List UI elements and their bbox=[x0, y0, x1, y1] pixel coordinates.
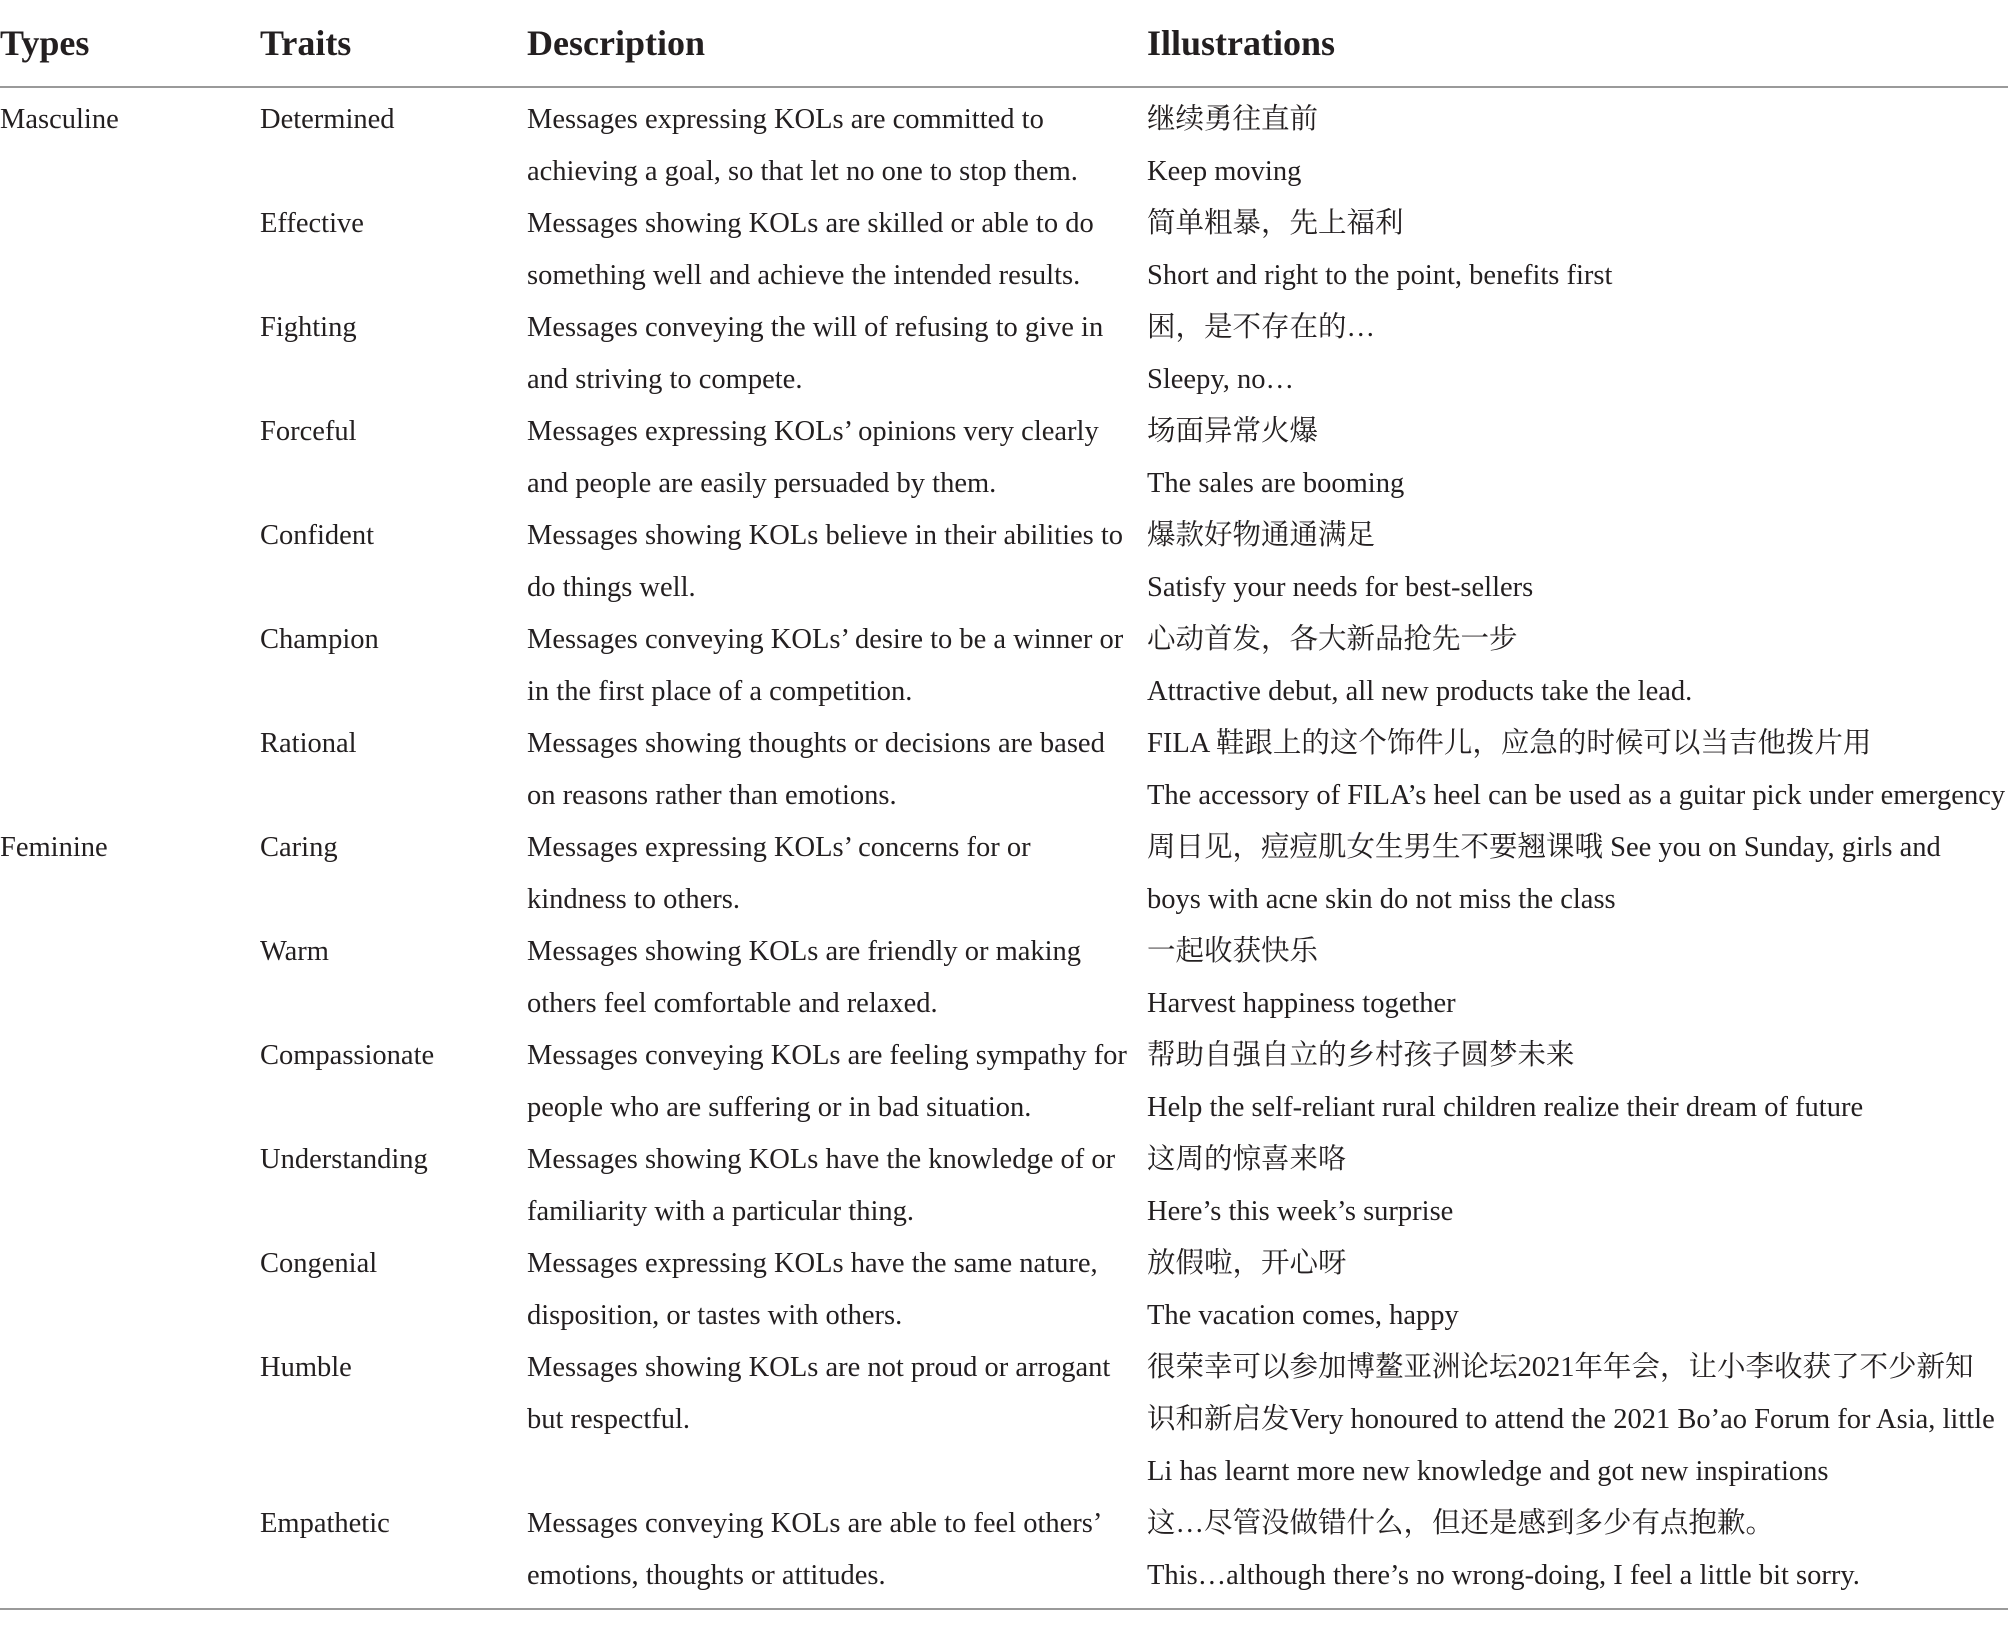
illustration-line: 这…尽管没做错什么，但还是感到多少有点抱歉。 bbox=[1147, 1508, 1775, 1539]
illustration-cell bbox=[1147, 302, 2008, 406]
description-cell bbox=[527, 718, 1147, 822]
illustration-line: This…although there’s no wrong-doing, I feel a little bit sorry. bbox=[1147, 1560, 1860, 1591]
illustration-line: boys with acne skin do not miss the class bbox=[1147, 884, 1616, 915]
description-cell bbox=[527, 1134, 1147, 1238]
illustration-cell bbox=[1147, 718, 2008, 822]
table-row bbox=[0, 1342, 2008, 1498]
description-line: something well and achieve the intended results. bbox=[527, 260, 1081, 291]
illustration-line: 周日见，痘痘肌女生男生不要翘课哦 See you on Sunday, girls and bbox=[1147, 832, 1941, 863]
description-line: Messages showing thoughts or decisions are based bbox=[527, 728, 1105, 759]
type-cell bbox=[0, 926, 260, 1030]
description-cell bbox=[527, 406, 1147, 510]
illustration-cell bbox=[1147, 87, 2008, 198]
description-line: Messages conveying KOLs are able to feel others’ bbox=[527, 1508, 1103, 1539]
column-header-description: Description bbox=[527, 0, 1147, 87]
trait-cell: Champion bbox=[260, 624, 379, 655]
description-cell bbox=[527, 510, 1147, 614]
description-cell bbox=[527, 822, 1147, 926]
description-line: but respectful. bbox=[527, 1404, 691, 1435]
trait-cell: Empathetic bbox=[260, 1498, 527, 1609]
description-line: Messages showing KOLs are not proud or arrogant bbox=[527, 1352, 1111, 1383]
illustration-line: 一起收获快乐 bbox=[1147, 936, 1319, 967]
column-header-illustrations: Illustrations bbox=[1147, 0, 2008, 87]
type-cell bbox=[0, 1238, 260, 1342]
illustration-line: Keep moving bbox=[1147, 156, 1302, 187]
table-header bbox=[0, 0, 2008, 87]
illustration-line: 心动首发，各大新品抢先一步 bbox=[1147, 624, 1518, 655]
table-row bbox=[0, 822, 2008, 926]
trait-cell: Effective bbox=[260, 208, 364, 239]
table-row bbox=[0, 1238, 2008, 1342]
illustration-line: 放假啦，开心呀 bbox=[1147, 1248, 1347, 1279]
illustration-line: Li has learnt more new knowledge and got new inspirations bbox=[1147, 1456, 1829, 1487]
description-line: emotions, thoughts or attitudes. bbox=[527, 1560, 886, 1591]
illustration-line: Here’s this week’s surprise bbox=[1147, 1196, 1454, 1227]
description-cell bbox=[527, 614, 1147, 718]
description-cell bbox=[527, 302, 1147, 406]
description-line: Messages showing KOLs believe in their abilities to bbox=[527, 520, 1124, 551]
description-line: and striving to compete. bbox=[527, 364, 803, 395]
description-line: Messages conveying the will of refusing to give in bbox=[527, 312, 1104, 343]
illustration-cell bbox=[1147, 1498, 2008, 1609]
header-row bbox=[0, 0, 2008, 87]
trait-cell: Fighting bbox=[260, 312, 357, 343]
trait-cell: Congenial bbox=[260, 1248, 378, 1279]
illustration-line: 场面异常火爆 bbox=[1147, 416, 1319, 447]
description-line: Messages conveying KOLs are feeling sympathy for bbox=[527, 1040, 1127, 1071]
illustration-line: Satisfy your needs for best-sellers bbox=[1147, 572, 1534, 603]
illustration-line: Short and right to the point, benefits first bbox=[1147, 260, 1613, 291]
illustration-line: The vacation comes, happy bbox=[1147, 1300, 1459, 1331]
description-line: Messages expressing KOLs have the same nature, bbox=[527, 1248, 1098, 1279]
trait-cell: Rational bbox=[260, 728, 357, 759]
description-line: Messages expressing KOLs are committed to bbox=[527, 104, 1044, 135]
description-cell bbox=[527, 1030, 1147, 1134]
description-line: others feel comfortable and relaxed. bbox=[527, 988, 938, 1019]
table-row bbox=[0, 1134, 2008, 1238]
illustration-cell bbox=[1147, 198, 2008, 302]
description-line: Messages expressing KOLs’ opinions very clearly bbox=[527, 416, 1099, 447]
description-cell bbox=[527, 926, 1147, 1030]
table-row bbox=[0, 1498, 2008, 1609]
illustration-cell bbox=[1147, 822, 2008, 926]
illustration-line: The sales are booming bbox=[1147, 468, 1405, 499]
trait-cell: Compassionate bbox=[260, 1040, 435, 1071]
type-cell bbox=[0, 302, 260, 406]
table-row bbox=[0, 510, 2008, 614]
illustration-cell bbox=[1147, 1342, 2008, 1498]
type-cell bbox=[0, 614, 260, 718]
description-line: Messages expressing KOLs’ concerns for or bbox=[527, 832, 1031, 863]
trait-cell: Confident bbox=[260, 520, 374, 551]
type-cell bbox=[0, 1498, 260, 1609]
trait-cell: Forceful bbox=[260, 416, 357, 447]
type-cell bbox=[0, 510, 260, 614]
description-line: Messages showing KOLs have the knowledge of or bbox=[527, 1144, 1116, 1175]
description-line: Messages showing KOLs are friendly or making bbox=[527, 936, 1082, 967]
table-row bbox=[0, 718, 2008, 822]
table-row bbox=[0, 406, 2008, 510]
illustration-cell bbox=[1147, 406, 2008, 510]
table-row bbox=[0, 614, 2008, 718]
description-line: Messages conveying KOLs’ desire to be a winner or bbox=[527, 624, 1124, 655]
description-cell bbox=[527, 1498, 1147, 1609]
table-row bbox=[0, 1030, 2008, 1134]
illustration-cell bbox=[1147, 1134, 2008, 1238]
illustration-line: Harvest happiness together bbox=[1147, 988, 1456, 1019]
type-cell bbox=[0, 406, 260, 510]
trait-cell: Determined bbox=[260, 104, 395, 135]
illustration-line: 这周的惊喜来咯 bbox=[1147, 1144, 1347, 1175]
description-line: Messages showing KOLs are skilled or able to do bbox=[527, 208, 1094, 239]
type-cell bbox=[0, 1134, 260, 1238]
type-cell bbox=[0, 718, 260, 822]
illustration-line: FILA 鞋跟上的这个饰件儿，应急的时候可以当吉他拨片用 bbox=[1147, 728, 1872, 759]
table-row bbox=[0, 926, 2008, 1030]
illustration-line: 很荣幸可以参加博鳌亚洲论坛2021年年会，让小李收获了不少新知 bbox=[1147, 1352, 1974, 1383]
trait-cell: Humble bbox=[260, 1352, 352, 1383]
illustration-cell bbox=[1147, 510, 2008, 614]
description-line: people who are suffering or in bad situation. bbox=[527, 1092, 1032, 1123]
description-line: familiarity with a particular thing. bbox=[527, 1196, 915, 1227]
description-cell bbox=[527, 87, 1147, 198]
type-cell bbox=[0, 1342, 260, 1498]
description-line: kindness to others. bbox=[527, 884, 740, 915]
table-row bbox=[0, 198, 2008, 302]
table-row bbox=[0, 302, 2008, 406]
description-cell bbox=[527, 1238, 1147, 1342]
description-line: do things well. bbox=[527, 572, 696, 603]
column-header-traits: Traits bbox=[260, 0, 527, 87]
trait-cell: Caring bbox=[260, 832, 338, 863]
illustration-line: 继续勇往直前 bbox=[1147, 104, 1319, 135]
illustration-line: Attractive debut, all new products take the lead. bbox=[1147, 676, 1693, 707]
illustration-line: Help the self-reliant rural children realize their dream of future bbox=[1147, 1092, 1864, 1123]
type-cell bbox=[0, 1030, 260, 1134]
description-line: disposition, or tastes with others. bbox=[527, 1300, 903, 1331]
type-cell: Feminine bbox=[0, 832, 108, 863]
illustration-line: 困，是不存在的… bbox=[1147, 312, 1376, 343]
table-body bbox=[0, 87, 2008, 1609]
column-header-types: Types bbox=[0, 0, 260, 87]
illustration-line: Sleepy, no… bbox=[1147, 364, 1294, 395]
illustration-line: The accessory of FILA’s heel can be used as a guitar pick under emergency bbox=[1147, 780, 2006, 811]
description-cell bbox=[527, 1342, 1147, 1498]
illustration-line: 识和新启发Very honoured to attend the 2021 Bo’ao Forum for Asia, little bbox=[1147, 1404, 1995, 1435]
description-line: and people are easily persuaded by them. bbox=[527, 468, 997, 499]
trait-cell: Warm bbox=[260, 936, 329, 967]
description-line: in the first place of a competition. bbox=[527, 676, 913, 707]
illustration-cell bbox=[1147, 1238, 2008, 1342]
trait-cell: Understanding bbox=[260, 1144, 428, 1175]
illustration-line: 帮助自强自立的乡村孩子圆梦未来 bbox=[1147, 1040, 1575, 1071]
type-cell bbox=[0, 198, 260, 302]
illustration-cell bbox=[1147, 926, 2008, 1030]
table-row bbox=[0, 87, 2008, 198]
illustration-cell bbox=[1147, 1030, 2008, 1134]
illustration-cell bbox=[1147, 614, 2008, 718]
description-line: on reasons rather than emotions. bbox=[527, 780, 897, 811]
type-cell: Masculine bbox=[0, 104, 119, 135]
illustration-line: 爆款好物通通满足 bbox=[1147, 520, 1376, 551]
description-cell bbox=[527, 198, 1147, 302]
description-line: achieving a goal, so that let no one to stop them. bbox=[527, 156, 1078, 187]
illustration-line: 简单粗暴，先上福利 bbox=[1147, 208, 1404, 239]
